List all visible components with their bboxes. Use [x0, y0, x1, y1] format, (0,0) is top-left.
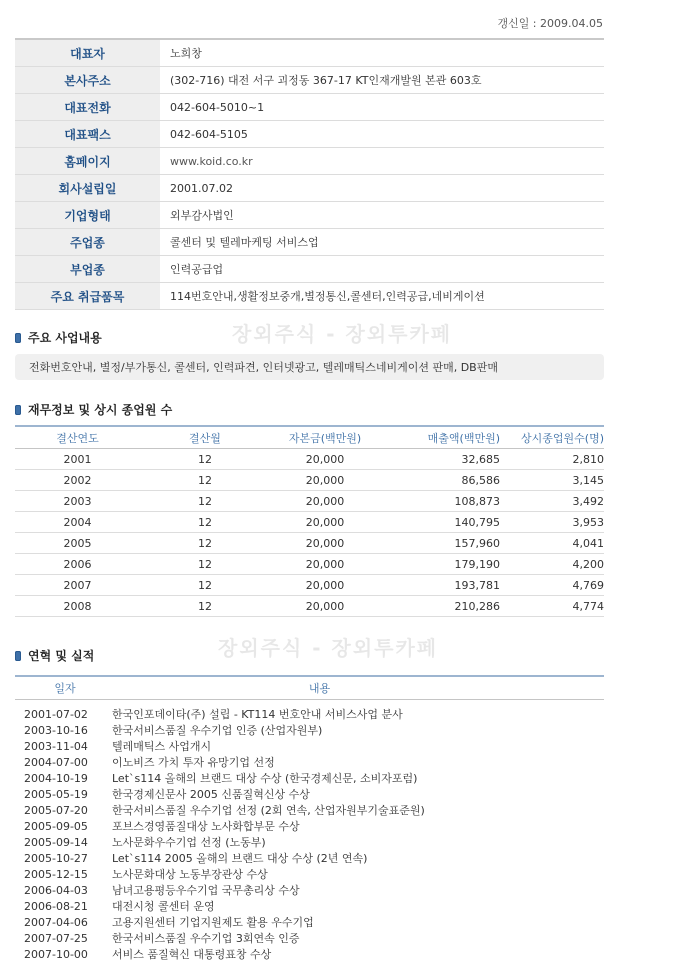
history-content: 텔레매틱스 사업개시	[112, 740, 212, 753]
table-cell: 2003	[63, 494, 92, 508]
table-cell: 20,000	[305, 578, 345, 592]
history-date: 2007-04-06	[24, 915, 88, 929]
header-cell: 내용	[308, 682, 331, 695]
table-cell: 2002	[63, 473, 92, 487]
list-item	[15, 818, 604, 834]
header-cell: 자본금(백만원)	[288, 431, 362, 445]
list-item	[15, 850, 604, 866]
history-table	[15, 675, 604, 962]
update-date: 갱신일 : 2009.04.05	[497, 17, 603, 30]
history-content: 한국서비스품질 우수기업 인증 (산업자원부)	[112, 724, 323, 737]
table-row	[15, 470, 604, 491]
info-value: 인력공급업	[170, 263, 224, 276]
table-row	[15, 491, 604, 512]
history-date: 2005-12-15	[24, 867, 88, 881]
info-row-homepage	[15, 148, 604, 175]
company-info-table	[15, 38, 604, 310]
list-item	[15, 866, 604, 882]
table-cell: 2004	[63, 515, 92, 529]
list-item	[15, 946, 604, 962]
history-date: 2006-04-03	[24, 883, 88, 897]
history-content: 고용지원센터 기업지원제도 활용 우수기업	[112, 916, 314, 929]
list-item	[15, 786, 604, 802]
table-cell: 20,000	[305, 599, 345, 613]
table-cell: 12	[198, 515, 212, 529]
info-value: 2001.07.02	[170, 181, 233, 195]
list-item	[15, 930, 604, 946]
header-cell: 상시종업원수(명)	[521, 431, 604, 445]
table-cell: 12	[198, 473, 212, 487]
history-content: 서비스 품질혁신 대통령표창 수상	[112, 948, 272, 961]
history-content: 한국인포데이타(주) 설립 - KT114 번호안내 서비스사업 분사	[112, 708, 403, 721]
list-item	[15, 722, 604, 738]
business-section-title	[15, 329, 102, 346]
table-cell: 12	[198, 536, 212, 550]
table-cell: 2006	[63, 557, 92, 571]
finance-table-body	[15, 449, 604, 617]
history-content: 이노비즈 가치 투자 유망기업 선정	[112, 756, 275, 769]
table-row	[15, 554, 604, 575]
header-cell: 일자	[54, 682, 76, 695]
info-label: 기업형태	[15, 202, 160, 228]
table-cell: 3,492	[572, 494, 604, 508]
table-cell: 179,190	[454, 557, 500, 571]
info-label: 본사주소	[15, 67, 160, 93]
table-cell: 12	[198, 494, 212, 508]
history-date: 2005-09-05	[24, 819, 88, 833]
table-row	[15, 575, 604, 596]
table-cell: 3,953	[572, 515, 604, 529]
finance-section-title	[15, 401, 172, 418]
section-bullet-icon	[15, 651, 21, 661]
history-content: 노사문화우수기업 선정 (노동부)	[112, 836, 266, 849]
info-row-products	[15, 283, 604, 310]
info-value: 콜센터 및 텔레마케팅 서비스업	[170, 236, 319, 249]
history-date: 2007-10-00	[24, 947, 88, 961]
table-cell: 20,000	[305, 473, 345, 487]
table-cell: 2008	[63, 599, 92, 613]
table-cell: 2005	[63, 536, 92, 550]
history-table-header	[15, 677, 604, 700]
section-bullet-icon	[15, 405, 21, 415]
history-content: 한국서비스품질 우수기업 선정 (2회 연속, 산업자원부기술표준원)	[112, 804, 425, 817]
header-cell: 결산연도	[56, 431, 99, 445]
table-cell: 4,769	[572, 578, 604, 592]
history-section-title	[15, 647, 94, 664]
info-value: 042-604-5010~1	[170, 100, 265, 114]
info-label: 부업종	[15, 256, 160, 282]
history-date: 2005-09-14	[24, 835, 88, 849]
table-cell: 32,685	[461, 452, 500, 466]
header-cell: 매출액(백만원)	[427, 431, 500, 445]
table-cell: 140,795	[454, 515, 500, 529]
header-cell: 결산월	[189, 431, 221, 445]
table-cell: 20,000	[305, 557, 345, 571]
table-row	[15, 449, 604, 470]
history-date: 2005-07-20	[24, 803, 88, 817]
history-date: 2003-11-04	[24, 739, 88, 753]
history-content: Let`s114 2005 올해의 브랜드 대상 수상 (2년 연속)	[112, 852, 368, 865]
info-label: 대표전화	[15, 94, 160, 120]
table-cell: 12	[198, 557, 212, 571]
history-date: 2004-07-00	[24, 755, 88, 769]
history-content: 남녀고용평등우수기업 국무총리상 수상	[112, 884, 300, 897]
table-cell: 20,000	[305, 494, 345, 508]
history-content: 포브스경영품질대상 노사화합부문 수상	[112, 820, 300, 833]
table-row	[15, 596, 604, 617]
info-row-ceo	[15, 40, 604, 67]
info-label: 주요 취급품목	[15, 283, 160, 309]
finance-table-header	[15, 427, 604, 449]
table-cell: 4,041	[572, 536, 604, 550]
info-row-company-type	[15, 202, 604, 229]
section-title-text: 연혁 및 실적	[28, 649, 95, 663]
list-item	[15, 770, 604, 786]
table-cell: 3,145	[572, 473, 604, 487]
table-cell: 210,286	[454, 599, 500, 613]
watermark: 장외주식 - 장외투카페	[232, 322, 453, 346]
list-item	[15, 706, 604, 722]
table-cell: 20,000	[305, 536, 345, 550]
info-value: 외부감사법인	[170, 209, 234, 222]
table-cell: 193,781	[454, 578, 500, 592]
table-cell: 20,000	[305, 452, 345, 466]
list-item	[15, 738, 604, 754]
table-cell: 2,810	[572, 452, 604, 466]
section-bullet-icon	[15, 333, 21, 343]
history-date: 2006-08-21	[24, 899, 88, 913]
finance-table	[15, 425, 604, 617]
table-cell: 12	[198, 578, 212, 592]
table-cell: 4,200	[572, 557, 604, 571]
info-row-founded	[15, 175, 604, 202]
table-cell: 86,586	[461, 473, 500, 487]
history-date: 2005-05-19	[24, 787, 88, 801]
section-title-text: 주요 사업내용	[28, 331, 102, 345]
table-cell: 4,774	[572, 599, 604, 613]
info-row-phone	[15, 94, 604, 121]
info-label: 홈페이지	[15, 148, 160, 174]
history-list	[15, 700, 604, 962]
history-date: 2003-10-16	[24, 723, 88, 737]
info-label: 주업종	[15, 229, 160, 255]
homepage-link[interactable]: www.koid.co.kr	[170, 154, 253, 168]
list-item	[15, 834, 604, 850]
history-date: 2007-07-25	[24, 931, 88, 945]
history-content: 한국서비스품질 우수기업 3회연속 인증	[112, 932, 300, 945]
list-item	[15, 882, 604, 898]
info-row-address	[15, 67, 604, 94]
table-cell: 12	[198, 599, 212, 613]
info-value: 042-604-5105	[170, 127, 248, 141]
info-row-main-industry	[15, 229, 604, 256]
info-value: 114번호안내,생활정보중개,별정통신,콜센터,인력공급,네비게이션	[170, 290, 485, 303]
list-item	[15, 802, 604, 818]
list-item	[15, 914, 604, 930]
history-content: 한국경제신문사 2005 신품질혁신상 수상	[112, 788, 310, 801]
history-content: 노사문화대상 노동부장관상 수상	[112, 868, 268, 881]
table-cell: 20,000	[305, 515, 345, 529]
history-content: 대전시청 콜센터 운영	[112, 900, 215, 913]
business-description: 전화번호안내, 별정/부가통신, 콜센터, 인력파견, 인터넷광고, 텔레매틱스네비게이션 판매, DB판매	[15, 354, 604, 380]
history-date: 2001-07-02	[24, 707, 88, 721]
list-item	[15, 898, 604, 914]
table-cell: 12	[198, 452, 212, 466]
info-label: 대표팩스	[15, 121, 160, 147]
history-content: Let`s114 올해의 브랜드 대상 수상 (한국경제신문, 소비자포럼)	[112, 772, 418, 785]
list-item	[15, 754, 604, 770]
table-row	[15, 512, 604, 533]
history-date: 2004-10-19	[24, 771, 88, 785]
info-label: 회사설립일	[15, 175, 160, 201]
watermark: 장외주식 - 장외투카페	[218, 636, 439, 660]
info-label: 대표자	[15, 40, 160, 66]
section-title-text: 재무정보 및 상시 종업원 수	[28, 403, 173, 417]
table-cell: 2007	[63, 578, 92, 592]
history-date: 2005-10-27	[24, 851, 88, 865]
info-value: (302-716) 대전 서구 괴정동 367-17 KT인재개발원 본관 603호	[170, 74, 482, 87]
info-value: 노희창	[170, 47, 202, 60]
table-cell: 2001	[63, 452, 92, 466]
table-cell: 108,873	[454, 494, 500, 508]
table-cell: 157,960	[454, 536, 500, 550]
info-row-fax	[15, 121, 604, 148]
info-row-sub-industry	[15, 256, 604, 283]
table-row	[15, 533, 604, 554]
